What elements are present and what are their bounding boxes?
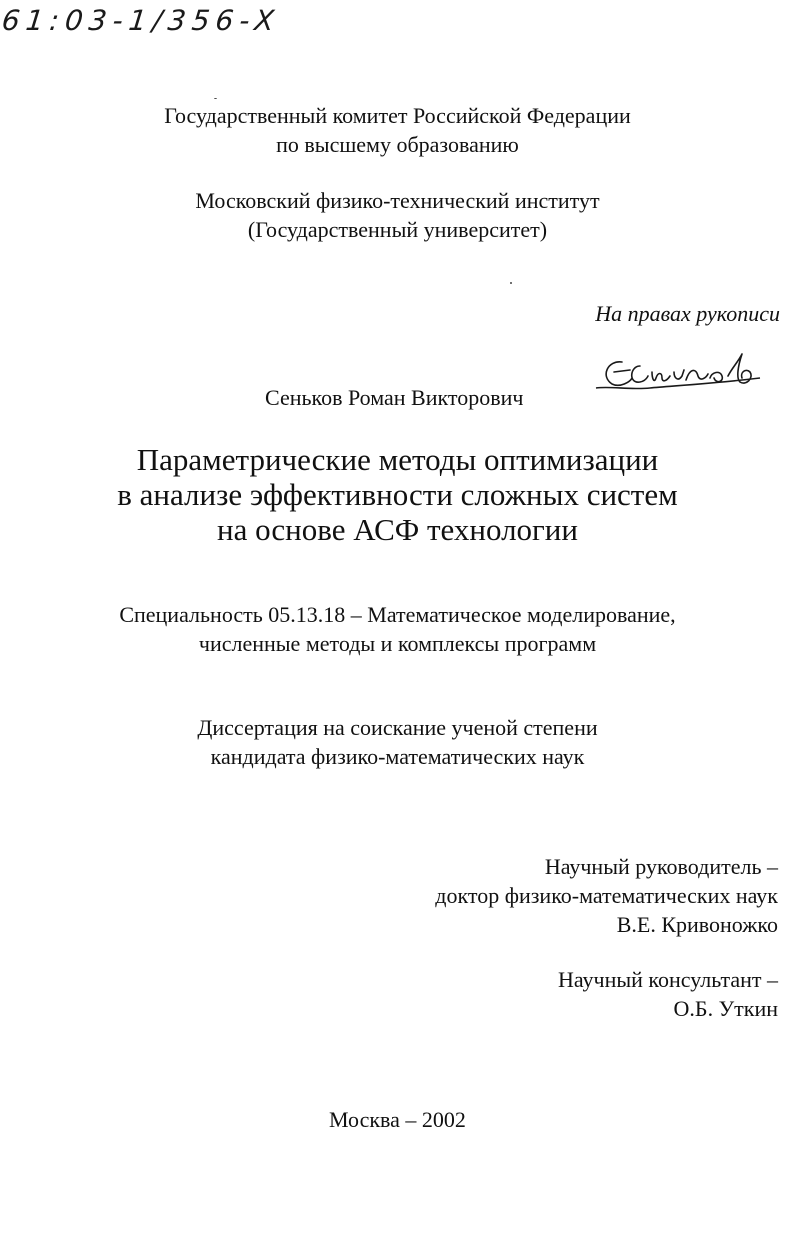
committee-line-2: по высшему образованию xyxy=(276,132,519,157)
institute-line-1: Московский физико-технический институт xyxy=(195,188,600,213)
author-name: Сеньков Роман Викторович xyxy=(265,385,524,410)
dissertation-line-2: кандидата физико-математических наук xyxy=(210,744,585,769)
city-year: Москва – 2002 xyxy=(329,1107,466,1132)
consultant-role: Научный консультант – xyxy=(558,967,778,992)
specialty-line-2: численные методы и комплексы программ xyxy=(198,631,597,656)
archive-code: 61:03-1/356-X xyxy=(0,4,282,37)
dissertation-line-1: Диссертация на соискание ученой степени xyxy=(197,715,598,740)
institute-line-2: (Государственный университет) xyxy=(247,217,548,242)
author-signature xyxy=(590,348,770,408)
scan-speck xyxy=(510,282,512,284)
supervisor-name: В.Е. Кривоножко xyxy=(616,912,778,937)
title-line-3: на основе АСФ технологии xyxy=(217,512,578,547)
manuscript-note: На правах рукописи xyxy=(595,301,780,326)
supervisor-degree: доктор физико-математических наук xyxy=(435,883,778,908)
title-line-1: Параметрические методы оптимизации xyxy=(136,442,659,477)
committee-line-1: Государственный комитет Российской Федерации xyxy=(164,103,631,128)
supervisor-role: Научный руководитель – xyxy=(544,854,778,879)
title-line-2: в анализе эффективности сложных систем xyxy=(117,477,678,512)
specialty-line-1: Специальность 05.13.18 – Математическое моделирование, xyxy=(119,602,676,627)
scan-speck xyxy=(214,98,217,99)
consultant-name: О.Б. Уткин xyxy=(673,996,778,1021)
